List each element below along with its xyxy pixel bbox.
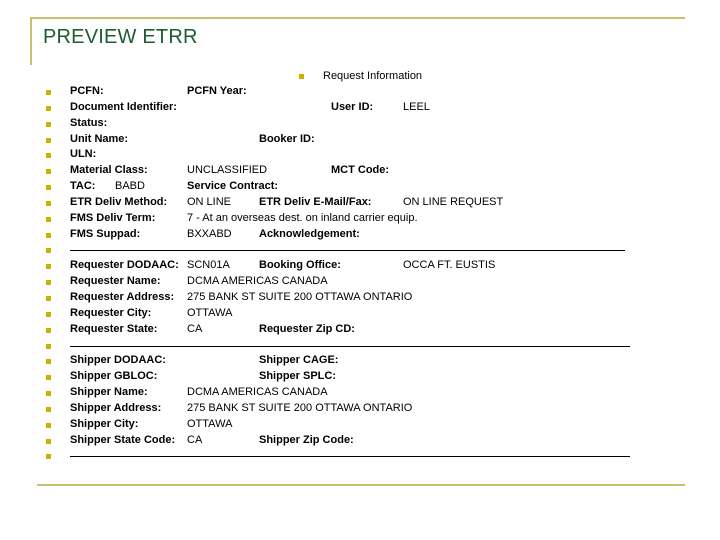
- shipper-state-value: CA: [187, 433, 203, 446]
- shipper-cage-label: Shipper CAGE:: [259, 354, 339, 367]
- row-requester-address: [0, 290, 720, 306]
- mct-code-label: MCT Code:: [331, 164, 390, 177]
- status-label: Status:: [70, 116, 108, 129]
- fms-deliv-term-value: 7 - At an overseas dest. on inland carrier equip.: [187, 211, 418, 224]
- bullet-icon: [46, 375, 51, 380]
- shipper-name-value: DCMA AMERICAS CANADA: [187, 386, 328, 399]
- fms-deliv-term-label: FMS Deliv Term:: [70, 211, 156, 224]
- bullet-icon: [46, 344, 51, 349]
- uln-label: ULN:: [70, 148, 97, 161]
- tac-value: BABD: [115, 180, 145, 193]
- document-identifier-label: Document Identifier:: [70, 100, 177, 113]
- booker-id-label: Booker ID:: [259, 132, 315, 145]
- bullet-icon: [46, 201, 51, 206]
- shipper-zip-label: Shipper Zip Code:: [259, 433, 354, 446]
- bullet-icon: [46, 122, 51, 127]
- bullet-icon: [46, 296, 51, 301]
- booking-office-value: OCCA FT. EUSTIS: [403, 259, 496, 272]
- row-separator: [0, 448, 720, 464]
- bullet-icon: [46, 264, 51, 269]
- shipper-city-label: Shipper City:: [70, 417, 139, 430]
- request-form: [0, 84, 720, 464]
- shipper-city-value: OTTAWA: [187, 417, 233, 430]
- top-rule: [30, 17, 685, 19]
- shipper-address-value: 275 BANK ST SUITE 200 OTTAWA ONTARIO: [187, 401, 413, 414]
- row-requester-dodaac: [0, 258, 720, 274]
- row-pcfn: [0, 84, 720, 100]
- bullet-icon: [46, 248, 51, 253]
- row-document-identifier: [0, 100, 720, 116]
- user-id-label: User ID:: [331, 100, 374, 113]
- row-requester-city: [0, 306, 720, 322]
- separator-line: [70, 250, 625, 251]
- separator-line: [70, 346, 630, 347]
- pcfn-label: PCFN:: [70, 85, 104, 97]
- fms-suppad-label: FMS Suppad:: [70, 227, 141, 240]
- row-unit-name: [0, 132, 720, 148]
- row-shipper-address: [0, 401, 720, 417]
- requester-dodaac-value: SCN01A: [187, 259, 230, 272]
- shipper-splc-label: Shipper SPLC:: [259, 370, 337, 383]
- shipper-address-label: Shipper Address:: [70, 401, 162, 414]
- row-etr-deliv-method: [0, 195, 720, 211]
- left-rule: [30, 17, 32, 65]
- bullet-icon: [46, 217, 51, 222]
- page-title: PREVIEW ETRR: [43, 26, 198, 48]
- bullet-icon: [46, 454, 51, 459]
- requester-name-label: Requester Name:: [70, 275, 161, 288]
- requester-address-value: 275 BANK ST SUITE 200 OTTAWA ONTARIO: [187, 290, 413, 303]
- bullet-icon: [46, 359, 51, 364]
- separator-line: [70, 456, 630, 457]
- row-fms-deliv-term: [0, 211, 720, 227]
- requester-address-label: Requester Address:: [70, 290, 175, 303]
- requester-city-value: OTTAWA: [187, 306, 233, 319]
- requester-city-label: Requester City:: [70, 306, 152, 319]
- row-shipper-name: [0, 385, 720, 401]
- booking-office-label: Booking Office:: [259, 259, 341, 272]
- bullet-icon: [46, 153, 51, 158]
- requester-state-value: CA: [187, 322, 203, 335]
- row-requester-name: [0, 274, 720, 290]
- bullet-icon: [46, 328, 51, 333]
- service-contract-label: Service Contract:: [187, 180, 279, 193]
- pcfn-year-label: PCFN Year:: [187, 85, 247, 97]
- row-fms-suppad: [0, 227, 720, 243]
- bullet-icon: [46, 423, 51, 428]
- bullet-icon: [46, 185, 51, 190]
- row-tac: [0, 179, 720, 195]
- row-status: [0, 116, 720, 132]
- shipper-gbloc-label: Shipper GBLOC:: [70, 370, 158, 383]
- etr-deliv-method-value: ON LINE: [187, 195, 232, 208]
- material-class-value: UNCLASSIFIED: [187, 164, 268, 177]
- row-separator: [0, 338, 720, 354]
- bullet-icon: [299, 74, 304, 79]
- row-shipper-gbloc: [0, 369, 720, 385]
- row-material-class: [0, 163, 720, 179]
- tac-label: TAC:: [70, 180, 96, 193]
- row-shipper-city: [0, 417, 720, 433]
- bottom-rule: [37, 484, 685, 486]
- material-class-label: Material Class:: [70, 164, 148, 177]
- bullet-icon: [46, 439, 51, 444]
- row-separator: [0, 242, 720, 258]
- bullet-icon: [46, 407, 51, 412]
- requester-state-label: Requester State:: [70, 322, 158, 335]
- fms-suppad-value: BXXABD: [187, 227, 232, 240]
- etr-deliv-method-label: ETR Deliv Method:: [70, 195, 168, 208]
- acknowledgement-label: Acknowledgement:: [259, 227, 360, 240]
- requester-zip-label: Requester Zip CD:: [259, 322, 355, 335]
- etr-deliv-email-value: ON LINE REQUEST: [403, 195, 504, 208]
- requester-dodaac-label: Requester DODAAC:: [70, 259, 179, 272]
- row-requester-state: [0, 322, 720, 338]
- shipper-dodaac-label: Shipper DODAAC:: [70, 354, 166, 367]
- bullet-icon: [46, 106, 51, 111]
- bullet-icon: [46, 138, 51, 143]
- etr-deliv-email-label: ETR Deliv E-Mail/Fax:: [259, 195, 372, 208]
- shipper-state-label: Shipper State Code:: [70, 433, 176, 446]
- bullet-icon: [46, 312, 51, 317]
- bullet-icon: [46, 90, 51, 95]
- unit-name-label: Unit Name:: [70, 132, 129, 145]
- shipper-name-label: Shipper Name:: [70, 386, 148, 399]
- section-subtitle: Request Information: [323, 70, 423, 82]
- row-uln: [0, 147, 720, 163]
- bullet-icon: [46, 169, 51, 174]
- user-id-value: LEEL: [403, 100, 430, 113]
- row-shipper-dodaac: [0, 353, 720, 369]
- bullet-icon: [46, 391, 51, 396]
- row-shipper-state: [0, 433, 720, 449]
- requester-name-value: DCMA AMERICAS CANADA: [187, 275, 328, 288]
- bullet-icon: [46, 280, 51, 285]
- bullet-icon: [46, 233, 51, 238]
